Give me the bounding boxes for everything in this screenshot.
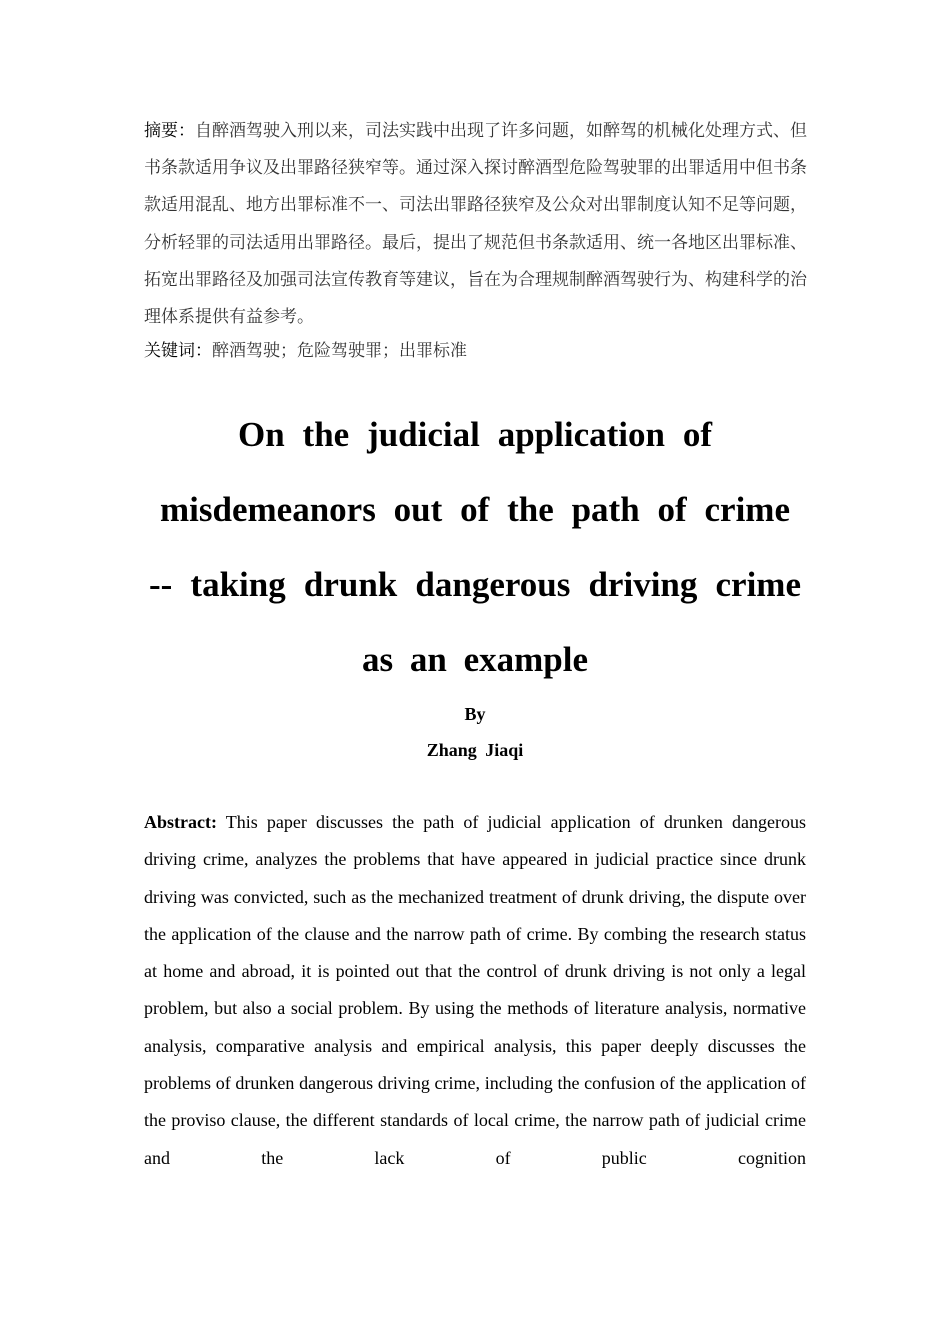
chinese-keywords-text: 醉酒驾驶；危险驾驶罪；出罪标准 [212,341,467,361]
english-title-line-1: On the judicial application of [238,415,712,454]
chinese-keywords [144,336,810,367]
english-abstract-text: This paper discusses the path of judicial application of drunken dangerous driving crime, analyzes the problems that have appeared in judicial practice since drunk driving was convicted, such as the mechanized treatment of drunk driving, the dispute over the application of the clause and the narrow path of crime. By combing the research status at home and abroad, it is pointed out that the control of drunk driving is not only a legal problem, but also a social problem. By using the methods of literature analysis, normative analysis, comparative analysis and empirical analysis, this paper deeply discusses the problems of drunken dangerous driving crime, including the confusion of the application of the proviso clause, the different standards of local crime, the narrow path of judicial crime and the lack of public cognition [144,812,806,1168]
english-abstract [144,804,806,1177]
chinese-abstract-text: 自醉酒驾驶入刑以来，司法实践中出现了许多问题，如醉驾的机械化处理方式、但书条款适用争议及出罪路径狭窄等。通过深入探讨醉酒型危险驾驶罪的出罪适用中但书条款适用混乱、地方出罪标准不一、司法出罪路径狭窄及公众对出罪制度认知不足等问题，分析轻罪的司法适用出罪路径。最后，提出了规范但书条款适用、统一各地区出罪标准、拓宽出罪路径及加强司法宣传教育等建议，旨在为合理规制醉酒驾驶行为、构建科学的治理体系提供有益参考。 [144,121,807,328]
english-title-line-4: as an example [362,640,588,679]
chinese-abstract-label: 摘要： [144,121,195,141]
byline-by: By [464,704,486,724]
english-abstract-label: Abstract: [144,812,217,832]
chinese-keywords-label: 关键词： [144,341,212,361]
author-name: Zhang Jiaqi [426,740,524,760]
chinese-abstract [144,113,810,336]
english-title-line-2: misdemeanors out of the path of crime [160,490,790,529]
english-title-line-3: -- taking drunk dangerous driving crime [149,565,801,604]
english-title [144,397,806,697]
